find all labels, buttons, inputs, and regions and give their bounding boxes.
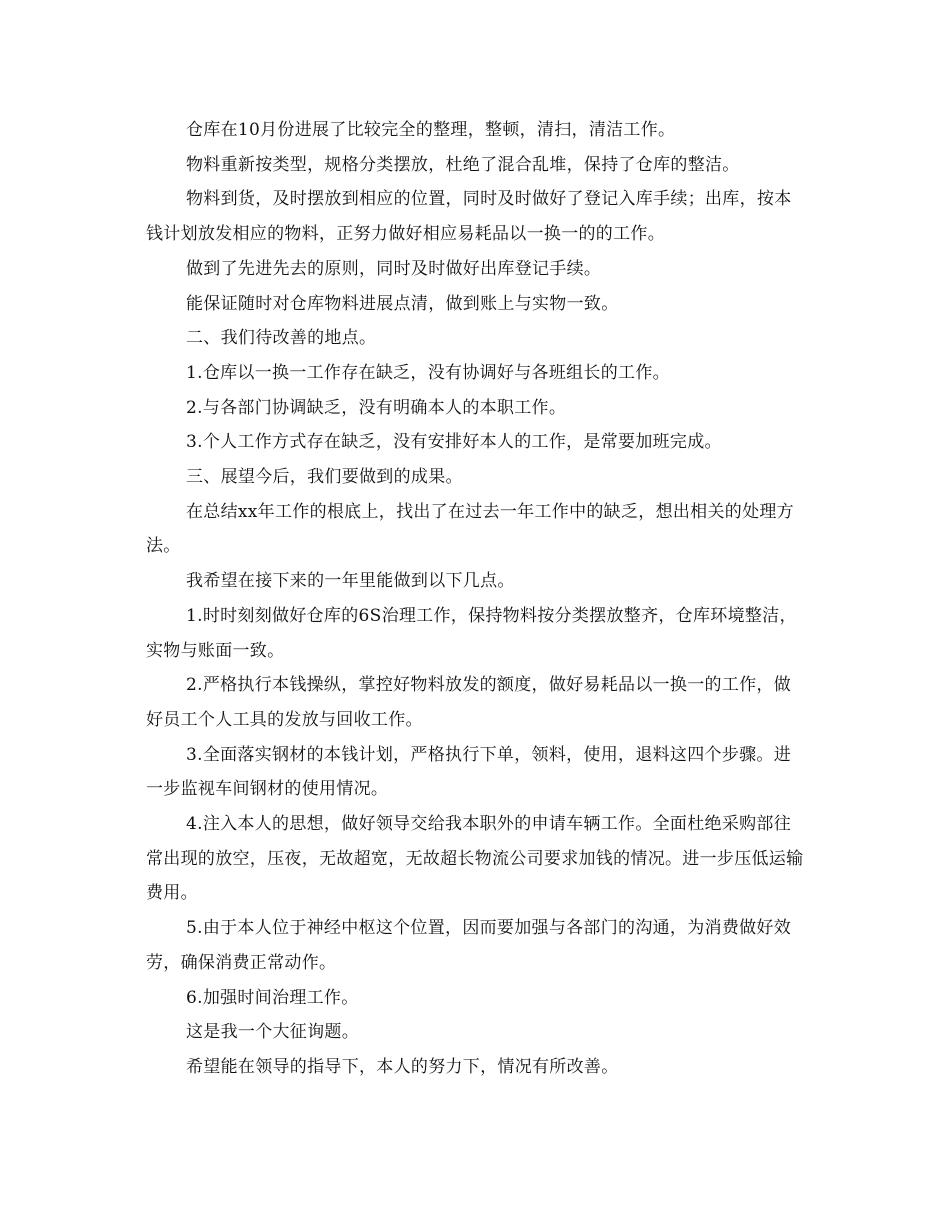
list-item: 3.全面落实钢材的本钱计划，严格执行下单，领料，使用，退料这四个步骤。进一步监视车间钢材的使用情况。 xyxy=(146,744,792,800)
paragraph: 在总结xx年工作的根底上，找出了在过去一年工作中的缺乏，想出相关的处理方法。 xyxy=(146,501,794,557)
paragraph: 物料到货，及时摆放到相应的位置，同时及时做好了登记入库手续；出库，按本钱计划放发相应的物料，正努力做好相应易耗品以一换一的的工作。 xyxy=(146,189,792,245)
paragraph: 这是我一个大征询题。 xyxy=(186,1022,359,1043)
list-item: 4.注入本人的思想，做好领导交给我本职外的申请车辆工作。全面杜绝采购部往常出现的放空，压夜，无故超宽，无故超长物流公司要求加钱的情况。进一步压低运输费用。 xyxy=(146,814,804,904)
section-heading: 三、展望今后，我们要做到的成果。 xyxy=(186,467,463,488)
list-item: 1.仓库以一换一工作存在缺乏，没有协调好与各班组长的工作。 xyxy=(186,362,670,383)
paragraph: 做到了先进先去的原则，同时及时做好出库登记手续。 xyxy=(186,258,602,279)
list-item: 1.时时刻刻做好仓库的6S治理工作，保持物料按分类摆放整齐，仓库环境整洁，实物与账面一致。 xyxy=(146,605,797,661)
list-item: 5.由于本人位于神经中枢这个位置，因而要加强与各部门的沟通，为消费做好效劳，确保消费正常动作。 xyxy=(146,918,792,973)
paragraph: 希望能在领导的指导下，本人的努力下，情况有所改善。 xyxy=(186,1056,619,1077)
paragraph: 能保证随时对仓库物料进展点清，做到账上与实物一致。 xyxy=(186,293,619,314)
list-item: 2.与各部门协调缺乏，没有明确本人的本职工作。 xyxy=(186,397,567,418)
list-item: 2.严格执行本钱操纵，掌控好物料放发的额度，做好易耗品以一换一的工作，做好员工个人工具的发放与回收工作。 xyxy=(146,675,792,730)
section-heading: 二、我们待改善的地点。 xyxy=(186,328,377,349)
document-body xyxy=(146,113,806,1085)
list-item: 6.加强时间治理工作。 xyxy=(186,987,359,1008)
list-item: 3.个人工作方式存在缺乏，没有安排好本人的工作，是常要加班完成。 xyxy=(186,432,722,453)
paragraph: 仓库在10月份进展了比较完全的整理，整顿，清扫，清洁工作。 xyxy=(186,120,676,140)
paragraph: 我希望在接下来的一年里能做到以下几点。 xyxy=(186,571,515,592)
paragraph: 物料重新按类型，规格分类摆放，杜绝了混合乱堆，保持了仓库的整洁。 xyxy=(186,154,740,175)
